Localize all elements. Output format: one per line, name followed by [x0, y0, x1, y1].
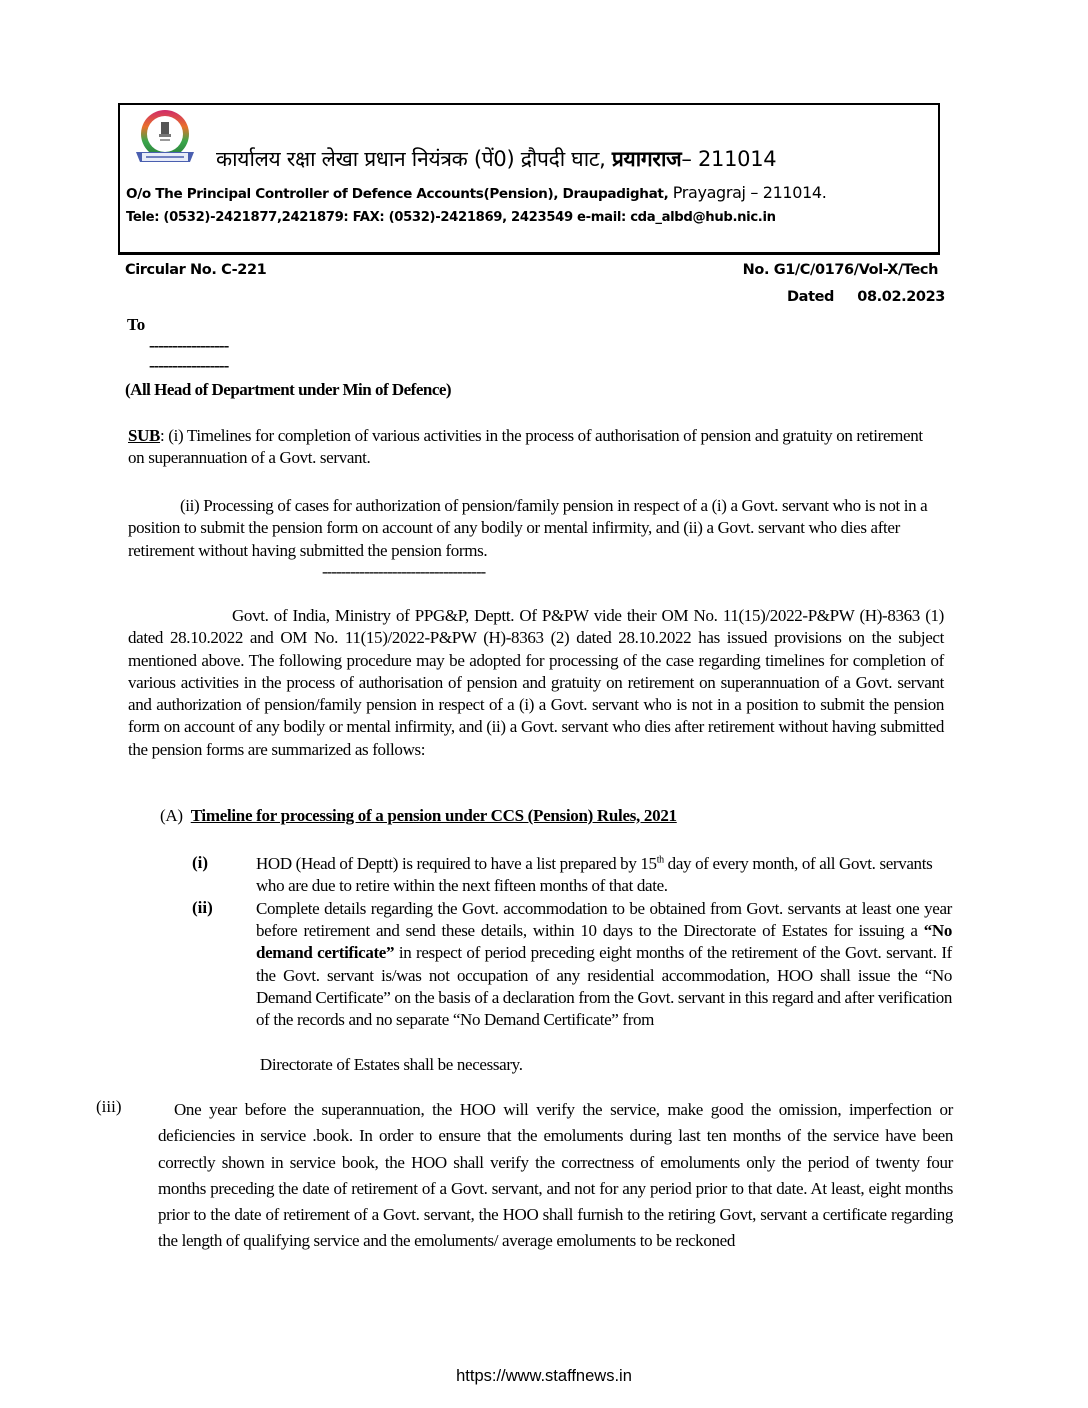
section-a-label: (A): [160, 806, 183, 825]
item-1-number: (i): [192, 853, 209, 872]
office-title-english-main: O/o The Principal Controller of Defence Accounts(Pension), Draupadighat,: [126, 186, 673, 202]
section-a-heading: [160, 806, 677, 826]
subject-part-2: (ii) Processing of cases for authorization of pension/family pension in respect of a (i) a Govt. servant who is not in a position to submit the pension form on account of any bodily or mental infirmity, and (ii) a Govt. servant who dies after retirement without having submitted the pension forms.: [128, 496, 928, 560]
item-1-text-after: day of every month, of all Govt. servants who are due to retire within the next fifteen months of that date.: [256, 854, 933, 896]
date-line: [787, 289, 945, 305]
item-2-text: [256, 898, 952, 1031]
intro-paragraph: Govt. of India, Ministry of PPG&P, Deptt. Of P&PW vide their OM No. 11(15)/2022-P&PW (H)-8363 (1) dated 28.10.2022 and OM No. 11(15)/2022-P&PW (H)-8363 (2) dated 28.10.2022 has issued provisions on the subject mentioned above. The following procedure may be adopted for processing of the case regarding timelines for completion of various activities in the process of authorisation of pension and gratuity on retirement on superannuation of a Govt. servant and authorization of pension/family pension in respect of a (i) a Govt. servant who is not in a position to submit the pension form on account of any bodily or mental infirmity, and (ii) a Govt. servant who dies after retirement without having submitted the pension forms are summarized as follows:: [128, 606, 944, 759]
dated-label: Dated: [787, 289, 835, 305]
office-title-hindi: [216, 145, 776, 173]
subject-label: SUB: [128, 426, 161, 445]
item-2-text-after: in respect of period preceding eight months of the retirement of the Govt. servant. If the Govt. servant is/was not occupation of any residential accommodation, HOO shall issue the “No Demand Certificate” on the basis of a declaration from the Govt. servant in this regard and after verification of the records and no separate “No Demand Certificate” from: [256, 943, 952, 1030]
reference-number: No. G1/C/0176/Vol-X/Tech: [742, 262, 938, 278]
item-1-text: [256, 853, 946, 897]
letterhead: [118, 103, 940, 255]
addressee: (All Head of Department under Min of Defence): [125, 380, 452, 399]
office-title-english-city: Prayagraj – 211014.: [672, 183, 827, 202]
item-2-bold-phrase: “No demand certificate”: [256, 921, 952, 963]
office-title-hindi-main: कार्यालय रक्षा लेखा प्रधान नियंत्रक (पें0) द्रौपदी घाट,: [216, 147, 612, 171]
item-1-text-before: HOD (Head of Deptt) is required to have a list prepared by 15: [256, 854, 657, 873]
item-2-last-line: Directorate of Estates shall be necessary.: [256, 1055, 523, 1074]
recipient-blank-line-2: -----------------: [149, 356, 229, 375]
section-a-title: Timeline for processing of a pension under CCS (Pension) Rules, 2021: [190, 806, 677, 825]
office-title-hindi-city: प्रयागराज: [611, 147, 682, 171]
office-title-english: [126, 183, 826, 202]
item-2-text-before: Complete details regarding the Govt. accommodation to be obtained from Govt. servants at least one year before retirement and send these details, within 10 days to the Directorate of Estates for issuing a: [256, 899, 952, 941]
subject-part-1: [128, 425, 928, 470]
subject-text-1: : (i) Timelines for completion of various activities in the process of authorisation of pension and gratuity on retirement on superannuation of a Govt. servant.: [128, 426, 923, 468]
footer-url[interactable]: https://www.staffnews.in: [456, 1367, 632, 1385]
to-label: To: [127, 315, 146, 334]
circular-number: Circular No. C-221: [125, 262, 267, 278]
contact-info: Tele: (0532)-2421877,2421879: FAX: (0532)-2421869, 2423549 e-mail: cda_albd@hub.nic.in: [126, 210, 776, 225]
recipient-blank-line-1: -----------------: [149, 336, 229, 355]
dated-value: 08.02.2023: [857, 289, 945, 305]
item-2-number: (ii): [192, 898, 213, 917]
item-3-text: One year before the superannuation, the HOO will verify the service, make good the omission, imperfection or deficiencies in service .book. In order to ensure that the emoluments during last ten months of the service have been correctly shown in service book, the HOO shall verify the correctness of emoluments only the period of twenty four months preceding the date of retirement of a Govt. servant, and not for any period prior to that date. At least, eight months prior to the date of retirement of a Govt. servant, the HOO shall furnish to the retiring Govt, servant a certificate regarding the length of qualifying service and the emoluments/ average emoluments to be reckoned: [158, 1100, 953, 1251]
item-3-number: (iii): [96, 1097, 122, 1116]
office-title-hindi-pin: – 211014: [681, 147, 777, 171]
subject-separator: -----------------------------------: [322, 562, 486, 581]
emblem-logo-icon: [132, 108, 198, 168]
item-1-superscript: th: [656, 854, 664, 866]
